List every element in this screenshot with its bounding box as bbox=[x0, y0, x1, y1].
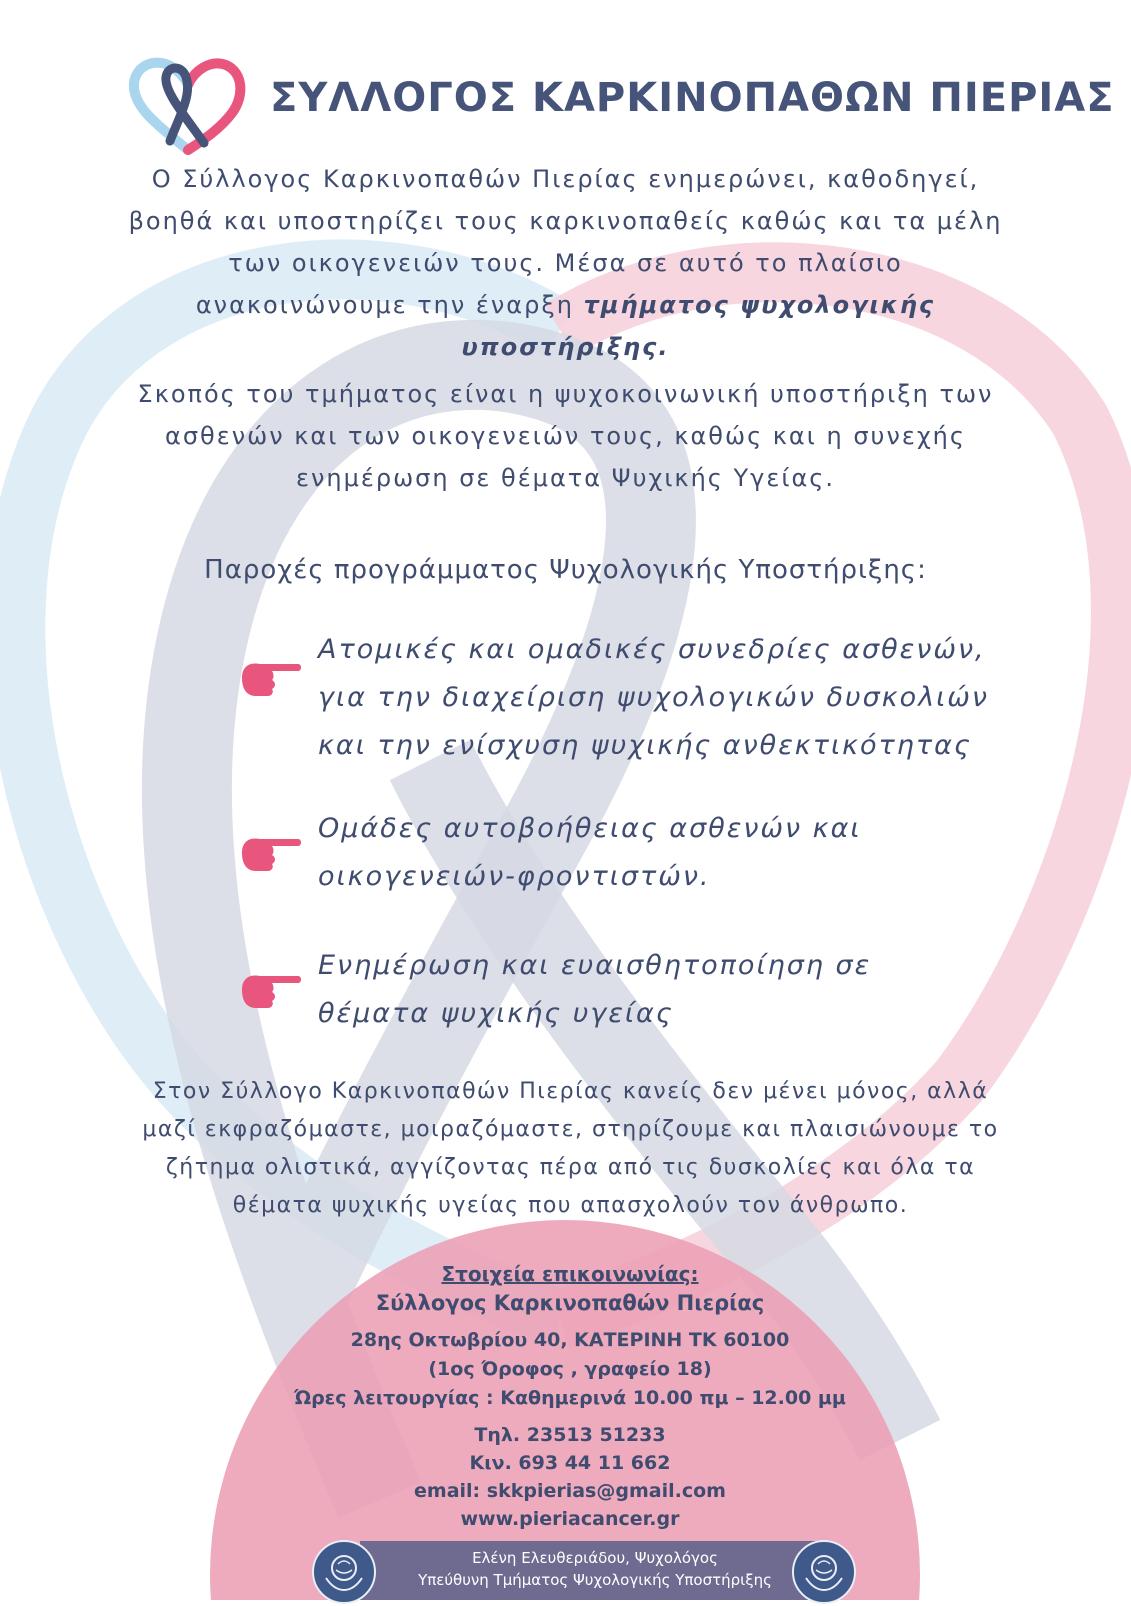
intro-period: . bbox=[658, 333, 670, 361]
psychologist-role: Υπεύθυνη Τμήματος Ψυχολογικής Υποστήριξης bbox=[418, 1571, 772, 1589]
intro-paragraph bbox=[120, 158, 1011, 368]
intro-text: Ο Σύλλογος Καρκινοπαθών Πιερίας ενημερώνει, καθοδηγεί, βοηθά και υποστηρίζει τους καρκινοπαθείς καθώς και τα μέλη των οικογενειών τους. Μέσα σε αυτό το πλαίσιο ανακοινώνουμε την έναρξη bbox=[128, 165, 1003, 319]
provision-text: Ενημέρωση και ευαισθητοποίηση σε θέματα ψυχικής υγείας bbox=[318, 950, 872, 1029]
pointing-hand-icon bbox=[238, 831, 302, 875]
contact-email[interactable]: email: skkpierias@gmail.com bbox=[414, 1480, 726, 1502]
contact-hours: Ώρες λειτουργίας : Καθημερινά 10.00 πμ – 12.00 μμ bbox=[294, 1387, 846, 1409]
contact-address: 28ης Οκτωβρίου 40, ΚΑΤΕΡΙΝΗ ΤΚ 60100 bbox=[350, 1329, 790, 1351]
intro-emphasis: τμήματος ψυχολογικής υποστήριξης bbox=[461, 291, 936, 361]
contact-website[interactable]: www.pieriacancer.gr bbox=[460, 1508, 680, 1530]
contact-mobile: Κιν. 693 44 11 662 bbox=[469, 1452, 671, 1474]
contact-floor: (1ος Όροφος , γραφείο 18) bbox=[428, 1358, 712, 1380]
purpose-paragraph: Σκοπός του τμήματος είναι η ψυχοκοινωνική υποστήριξη των ασθενών και των οικογενειών τους, καθώς και η συνεχής ενημέρωση σε θέματα Ψυχικής Υγείας. bbox=[137, 380, 994, 492]
contact-block bbox=[220, 1260, 920, 1533]
provisions-heading: Παροχές προγράμματος Ψυχολογικής Υποστήριξης: bbox=[204, 555, 927, 585]
contact-org: Σύλλογος Καρκινοπαθών Πιερίας bbox=[375, 1291, 765, 1315]
provision-text: Ομάδες αυτοβοήθειας ασθενών και οικογενειών-φροντιστών. bbox=[318, 813, 862, 892]
provision-text: Ατομικές και ομαδικές συνεδρίες ασθενών, για την διαχείριση ψυχολογικών δυσκολιών και την ενίσχυση ψυχικής ανθεκτικότητας bbox=[318, 634, 989, 761]
contact-phone: Τηλ. 23513 51233 bbox=[474, 1424, 666, 1446]
heart-ribbon-icon bbox=[128, 55, 248, 160]
pointing-hand-icon bbox=[238, 656, 302, 700]
closing-paragraph: Στον Σύλλογο Καρκινοπαθών Πιερίας κανείς δεν μένει μόνος, αλλά μαζί εκφραζόμαστε, μοιραζόμαστε, στηρίζουμε και πλαισιώνουμε το ζήτημα ολιστικά, αγγίζοντας πέρα από τις δυσκολίες και όλα τα θέματα ψυχικής υγείας που απασχολούν τον άνθρωπο. bbox=[142, 1079, 999, 1218]
contact-heading: Στοιχεία επικοινωνίας: bbox=[441, 1262, 699, 1286]
footer-text bbox=[360, 1547, 830, 1591]
psychologist-name: Ελένη Ελευθεριάδου, Ψυχολόγος bbox=[472, 1549, 718, 1567]
org-title: ΣΥΛΛΟΓΟΣ ΚΑΡΚΙΝΟΠΑΘΩΝ ΠΙΕΡΙΑΣ bbox=[270, 75, 1115, 121]
header bbox=[128, 55, 1115, 165]
pointing-hand-icon bbox=[238, 968, 302, 1012]
